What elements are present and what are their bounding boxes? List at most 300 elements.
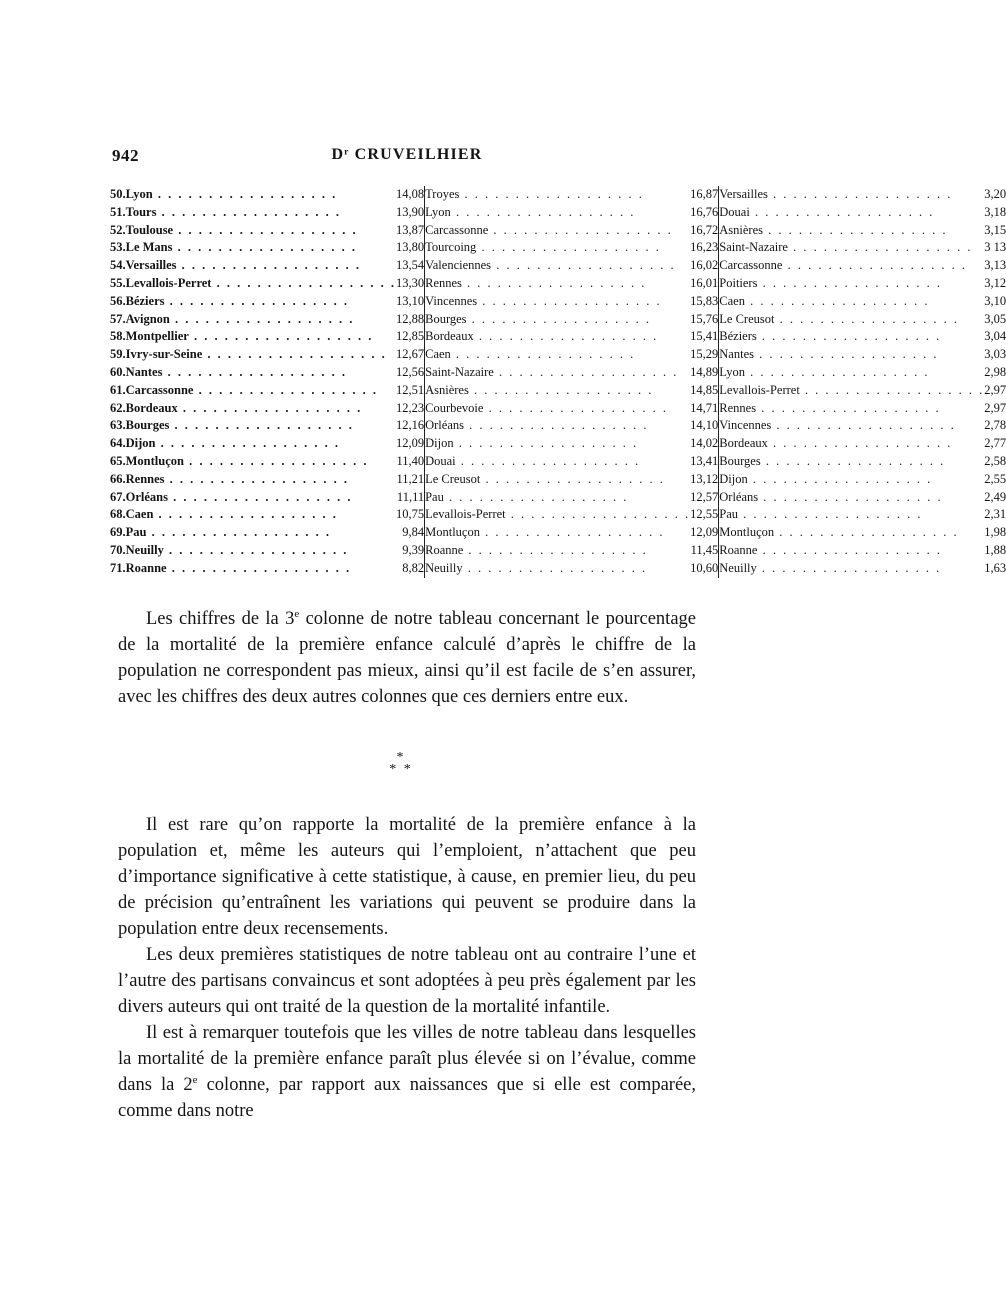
city-col2-text: Roanne [425,542,464,557]
city-col3-text: Saint-Nazaire [719,240,788,255]
row-rank [110,417,126,435]
city-col1 [126,364,396,382]
city-col2-text: Levallois-Perret [425,507,506,522]
city-col1-text: Dijon [125,436,156,451]
row-rank-text: 61. [110,382,126,397]
city-col2 [425,293,691,311]
row-rank-text: 58. [110,329,126,344]
city-col2-text: Lyon [425,204,451,219]
city-col1 [126,311,396,329]
text-run: Les chiffres de la 3 [146,609,295,629]
value-col1-text: 14,08 [395,187,425,201]
value-col1-text: 13,90 [395,204,425,219]
value-col1 [396,257,425,275]
paragraph-third-column [118,606,696,710]
city-col2 [425,471,691,489]
value-col3-text: 3,15 [984,222,1006,237]
city-col1 [126,346,396,364]
leader-dots: . . . . . . . . . . . . . . . . . . [756,560,942,575]
city-col3 [719,275,985,293]
leader-dots: . . . . . . . . . . . . . . . . . . [462,560,648,575]
row-rank [110,186,126,204]
city-col3 [719,453,985,471]
value-col1 [396,328,425,346]
city-col3-text: Béziers [719,329,757,344]
leader-dots: . . . . . . . . . . . . . . . . . . [169,418,354,433]
city-col1-text: Bordeaux [125,400,178,415]
value-col1-text: 12,23 [395,400,425,415]
value-col3 [984,364,1006,382]
value-col2 [690,542,719,560]
value-col2 [690,471,719,489]
leader-dots: . . . . . . . . . . . . . . . . . . [156,204,341,219]
value-col3-text: 2,78 [984,418,1006,433]
value-col3 [984,275,1006,293]
value-col3 [984,560,1006,578]
value-col1-text: 13,87 [395,222,425,237]
city-col1 [126,400,396,418]
value-col3 [984,382,1006,400]
value-col2-text: 11,45 [690,542,719,557]
table-row [110,400,1006,418]
city-col2-text: Tourcoing [425,240,477,255]
value-col1 [396,506,425,524]
value-col1 [396,524,425,542]
value-col2-text: 12,55 [690,507,719,522]
value-col3 [984,328,1006,346]
value-col2 [690,382,719,400]
leader-dots: . . . . . . . . . . . . . . . . . . [455,453,641,468]
value-col2 [690,453,719,471]
city-col2 [425,257,691,275]
table-row [110,239,1006,257]
value-col1 [396,417,425,435]
city-col2 [425,524,691,542]
value-col2 [690,435,719,453]
city-col1 [126,186,396,204]
leader-dots: . . . . . . . . . . . . . . . . . . [152,187,338,201]
leader-dots: . . . . . . . . . . . . . . . . . . [758,489,943,504]
value-col2 [690,204,719,222]
row-rank [110,400,126,418]
table-row [110,453,1006,471]
value-col2 [690,346,719,364]
value-col2-text: 16,23 [690,240,719,255]
row-rank [110,293,126,311]
leader-dots: . . . . . . . . . . . . . . . . . . [483,400,668,415]
value-col3 [984,257,1006,275]
value-col2 [690,524,719,542]
city-col3 [719,524,985,542]
text-run: colonne, par rapport aux naissances que si elle est comparée, comme dans notre [118,1075,696,1121]
value-col1-text: 11,21 [396,471,425,486]
city-col3-text: Montluçon [719,525,775,540]
city-col1-text: Toulouse [125,222,174,237]
leader-dots: . . . . . . . . . . . . . . . . . . [164,471,350,486]
city-col3 [719,186,985,204]
leader-dots: . . . . . . . . . . . . . . . . . . [162,364,347,379]
row-rank [110,346,126,364]
city-col3-text: Orléans [719,489,759,504]
leader-dots: . . . . . . . . . . . . . . . . . . [491,258,676,273]
value-col2-text: 16,76 [690,204,719,219]
leader-dots: . . . . . . . . . . . . . . . . . . [176,258,362,273]
city-col3-text: Roanne [719,542,758,557]
value-col2 [690,186,719,204]
city-col3 [719,257,985,275]
value-col3-text: 2,49 [984,489,1006,504]
city-col2 [425,204,691,222]
city-col3-text: Nantes [719,347,754,362]
leader-dots: . . . . . . . . . . . . . . . . . . [488,222,673,237]
city-col3 [719,204,985,222]
value-col1 [396,204,425,222]
row-rank [110,382,126,400]
row-rank [110,489,126,507]
city-col3 [719,435,985,453]
value-col2-text: 14,89 [690,364,719,379]
row-rank-text: 67. [110,489,126,504]
leader-dots: . . . . . . . . . . . . . . . . . . [749,204,935,219]
value-col1 [396,275,425,293]
city-col1-text: Béziers [125,293,165,308]
city-col3 [719,506,985,524]
row-rank-text: 65. [110,453,126,468]
value-col1-text: 13,30 [395,275,425,290]
value-col2 [690,328,719,346]
value-col1-text: 8,82 [402,560,425,575]
asterism-bottom: * * [389,762,411,777]
value-col3 [984,435,1006,453]
value-col2 [690,400,719,418]
table-row [110,489,1006,507]
row-rank [110,364,126,382]
city-col3-text: Poitiers [719,275,758,290]
city-col1-text: Ivry-sur-Seine [125,347,203,362]
value-col2-text: 14,85 [690,382,719,397]
value-col1-text: 12,67 [395,347,425,362]
value-col1 [396,311,425,329]
row-rank-text: 50. [110,187,126,201]
city-col2-text: Neuilly [425,560,463,575]
city-col3 [719,417,985,435]
body-paragraphs [118,812,696,1124]
value-col2 [690,257,719,275]
city-col1 [126,382,396,400]
leader-dots: . . . . . . . . . . . . . . . . . . [177,400,363,415]
city-col1 [126,204,396,222]
table-row [110,542,1006,560]
row-rank [110,275,126,293]
value-col3-text: 3,10 [984,293,1006,308]
table-row [110,275,1006,293]
city-col2-text: Vincennes [425,293,478,308]
value-col2 [690,239,719,257]
table-row [110,328,1006,346]
row-rank [110,435,126,453]
city-col2-text: Caen [425,347,451,362]
leader-dots: . . . . . . . . . . . . . . . . . . [763,222,948,237]
city-col2 [425,364,691,382]
value-col3-text: 1,63 [984,560,1006,575]
city-col3 [719,400,985,418]
leader-dots: . . . . . . . . . . . . . . . . . . [155,436,340,451]
city-col3-text: Versailles [719,187,768,201]
value-col2-text: 12,09 [690,525,719,540]
value-col3-text: 2,77 [984,436,1006,451]
row-rank [110,257,126,275]
leader-dots: . . . . . . . . . . . . . . . . . . [753,347,939,362]
city-col2-text: Le Creusot [425,471,481,486]
city-col1 [126,257,396,275]
leader-dots: . . . . . . . . . . . . . . . . . . [756,329,942,344]
value-col2-text: 14,10 [690,418,719,433]
value-col3-text: 2,58 [984,453,1006,468]
row-rank [110,453,126,471]
city-col2-text: Rennes [425,275,462,290]
city-col3-text: Lyon [719,364,745,379]
table-row [110,204,1006,222]
table-row [110,364,1006,382]
value-col1 [396,489,425,507]
leader-dots: . . . . . . . . . . . . . . . . . . [173,222,358,237]
value-col1 [396,346,425,364]
value-col1-text: 12,51 [395,382,425,397]
row-rank-text: 56. [110,293,126,308]
city-col2-text: Montluçon [425,525,480,540]
city-col1 [126,560,396,578]
paragraph [118,1020,696,1124]
leader-dots: . . . . . . . . . . . . . . . . . . [744,364,930,379]
value-col3 [984,489,1006,507]
city-col1 [126,293,396,311]
city-col2 [425,275,691,293]
row-rank [110,471,126,489]
value-col1 [396,542,425,560]
city-col3-text: Levallois-Perret [719,382,800,397]
value-col3 [984,222,1006,240]
value-col3-text: 3 13 [984,240,1006,255]
city-col2 [425,311,691,329]
paragraph [118,606,696,710]
row-rank-text: 60. [110,364,126,379]
value-col3 [984,524,1006,542]
value-col1 [396,560,425,578]
asterism-top: * [396,750,404,765]
value-col1-text: 12,85 [395,329,425,344]
paragraph: Il est rare qu’on rapporte la mortalité de la première enfance à la population et, même les auteurs qui l’emploient, n’attachent que peu d’importance significative à cette statistique, à cause, en premier lieu, du peu de précision qu’entraînent les variations qui peuvent se produire dans la population entre deux recensements. [118,815,696,939]
city-col1 [126,471,396,489]
leader-dots: . . . . . . . . . . . . . . . . . . [757,275,942,290]
city-col3-text: Pau [719,507,739,522]
table-row [110,382,1006,400]
value-col2-text: 16,87 [690,187,719,201]
leader-dots: . . . . . . . . . . . . . . . . . . [146,525,331,540]
row-rank [110,328,126,346]
city-col1-text: Nantes [125,364,163,379]
leader-dots: . . . . . . . . . . . . . . . . . . [164,293,349,308]
city-col3-text: Douai [719,204,750,219]
value-col2-text: 16,01 [690,275,719,290]
city-col3-text: Carcassonne [719,258,783,273]
value-col3-text: 2,97 [984,400,1006,415]
value-col2-text: 13,12 [690,471,719,486]
row-rank [110,239,126,257]
table-row [110,435,1006,453]
city-col1 [126,453,396,471]
value-col1-text: 11,11 [396,489,425,504]
leader-dots: . . . . . . . . . . . . . . . . . . [459,187,644,201]
city-col1 [126,542,396,560]
leader-dots: . . . . . . . . . . . . . . . . . . [756,400,941,415]
value-col1 [396,382,425,400]
running-head: Dʳ CRUVEILHIER [331,146,483,163]
row-rank-text: 62. [110,400,126,415]
city-col1 [126,435,396,453]
city-col2 [425,417,691,435]
city-col2-text: Douai [425,453,456,468]
city-col2 [425,435,691,453]
value-col1-text: 13,80 [395,240,425,255]
leader-dots: . . . . . . . . . . . . . . . . . . [738,507,923,522]
value-col2 [690,311,719,329]
city-col2-text: Bordeaux [425,329,474,344]
value-col3-text: 1,98 [984,525,1006,540]
city-col3-text: Rennes [719,400,757,415]
city-col2 [425,542,691,560]
leader-dots: . . . . . . . . . . . . . . . . . . [153,507,338,522]
value-col3-text: 3,05 [984,311,1006,326]
row-rank-text: 69. [110,525,126,540]
leader-dots: . . . . . . . . . . . . . . . . . . [771,418,956,433]
city-col1 [126,239,396,257]
value-col2-text: 10,60 [690,560,719,575]
row-rank-text: 52. [110,222,126,237]
value-col1 [396,453,425,471]
leader-dots: . . . . . . . . . . . . . . . . . . [787,240,973,255]
table-row [110,257,1006,275]
value-col1 [396,293,425,311]
leader-dots: . . . . . . . . . . . . . . . . . . [453,436,639,451]
city-col1 [126,275,396,293]
city-col1-text: Lyon [125,187,153,201]
city-col3 [719,382,985,400]
leader-dots: . . . . . . . . . . . . . . . . . . [760,453,946,468]
leader-dots: . . . . . . . . . . . . . . . . . . [202,347,387,362]
city-col3-text: Asnières [719,222,764,237]
city-col3-text: Caen [719,293,745,308]
city-col3-text: Bordeaux [719,436,768,451]
leader-dots: . . . . . . . . . . . . . . . . . . [163,542,349,557]
row-rank-text: 70. [110,542,126,557]
text-run: Il est à remarquer toutefois que les villes de notre tableau dans lesquelles la mortalité de la première enfance paraît plus élevée si on l’évalue, comme dans la 2 [118,1023,696,1095]
city-col3-text: Neuilly [719,560,757,575]
value-col3 [984,293,1006,311]
city-col1-text: Bourges [125,418,170,433]
leader-dots: . . . . . . . . . . . . . . . . . . [450,347,636,362]
table-row [110,524,1006,542]
row-rank [110,524,126,542]
leader-dots: . . . . . . . . . . . . . . . . . . [463,418,649,433]
city-col3-text: Le Creusot [719,311,775,326]
city-col1-text: Le Mans [125,240,173,255]
value-col1-text: 11,40 [396,453,425,468]
leader-dots: . . . . . . . . . . . . . . . . . . [466,311,652,326]
row-rank [110,311,126,329]
city-col2 [425,506,691,524]
leader-dots: . . . . . . . . . . . . . . . . . . [767,187,953,201]
city-col1 [126,489,396,507]
city-col3-text: Dijon [719,471,748,486]
table-row [110,560,1006,578]
city-col3 [719,471,985,489]
value-col1-text: 9,39 [402,542,425,557]
city-col1-text: Neuilly [125,542,164,557]
leader-dots: . . . . . . . . . . . . . . . . . . [211,275,396,290]
city-col1-text: Montluçon [125,453,184,468]
leader-dots: . . . . . . . . . . . . . . . . . . [757,542,942,557]
city-col1-text: Orléans [125,489,168,504]
city-col2 [425,489,691,507]
city-col2-text: Dijon [425,436,454,451]
leader-dots: . . . . . . . . . . . . . . . . . . [480,471,665,486]
leader-dots: . . . . . . . . . . . . . . . . . . [799,382,985,397]
value-col2-text: 15,76 [690,311,719,326]
value-col3 [984,417,1006,435]
value-col3 [984,542,1006,560]
value-col1 [396,471,425,489]
value-col3-text: 2,98 [984,364,1006,379]
value-col1 [396,222,425,240]
leader-dots: . . . . . . . . . . . . . . . . . . [505,507,691,522]
paragraph: Les deux premières statistiques de notre tableau ont au contraire l’une et l’autre des partisans convaincus et sont adoptées à peu près également par les divers auteurs qui ont traité de la question de la mortalité infantile. [118,945,696,1017]
row-rank [110,560,126,578]
leader-dots: . . . . . . . . . . . . . . . . . . [188,329,374,344]
value-col1 [396,400,425,418]
value-col1-text: 12,56 [395,364,425,379]
value-col1-text: 10,75 [395,507,425,522]
city-col2-text: Orléans [425,418,464,433]
city-col1 [126,417,396,435]
superscript: e [192,1073,198,1086]
city-col1-text: Tours [125,204,157,219]
row-rank-text: 64. [110,436,126,451]
city-col1 [126,506,396,524]
city-col2 [425,453,691,471]
city-col3-text: Bourges [719,453,761,468]
city-col3 [719,293,985,311]
value-col2-text: 14,02 [690,436,719,451]
city-col2 [425,239,691,257]
value-col3-text: 3,12 [984,275,1006,290]
row-rank [110,506,126,524]
table-row [110,506,1006,524]
table-row [110,222,1006,240]
text-run: colonne de notre tableau concernant le pourcentage de la mortalité de la première enfance calculé d’après le chiffre de la population ne correspondent pas mieux, ainsi qu’il est facile de s’en assurer, avec les chiffres des deux autres colonnes que ces derniers entre eux. [118,609,696,707]
city-col2 [425,382,691,400]
city-col1-text: Montpellier [125,329,189,344]
value-col3 [984,346,1006,364]
city-col2 [425,222,691,240]
city-col1-text: Rennes [125,471,165,486]
city-col2-text: Pau [425,489,444,504]
value-col2 [690,506,719,524]
city-col2-text: Saint-Nazaire [425,364,494,379]
table-row [110,311,1006,329]
city-col1-text: Roanne [125,560,167,575]
city-col1-text: Levallois-Perret [125,275,212,290]
leader-dots: . . . . . . . . . . . . . . . . . . [476,240,661,255]
